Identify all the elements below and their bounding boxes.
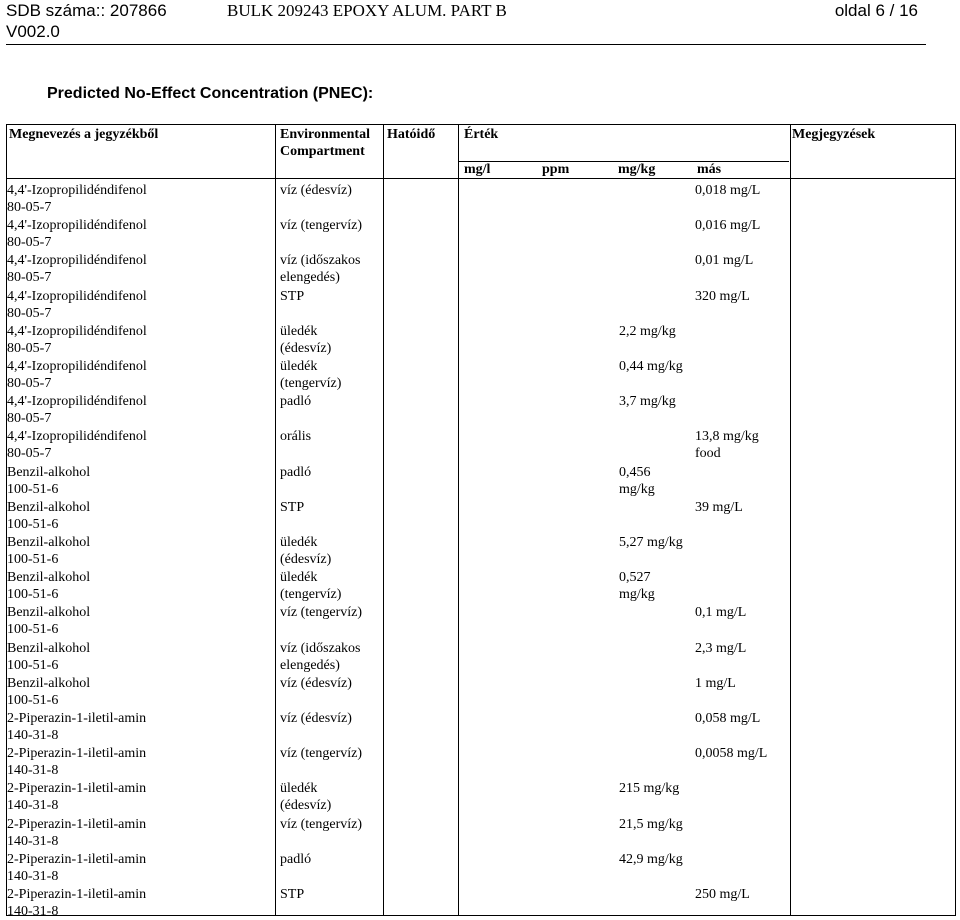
table-row: [7, 813, 955, 848]
substance-name: 2-Piperazin-1-iletil-amin 140-31-8: [7, 711, 147, 743]
compartment-cell: üledék (édesvíz): [280, 781, 332, 814]
table-row: [7, 777, 955, 812]
table-row: [7, 601, 955, 636]
header-compartment: Environmental Compartment: [280, 127, 370, 159]
table-row: [7, 883, 955, 918]
substance-name: 2-Piperazin-1-iletil-amin 140-31-8: [7, 851, 147, 884]
header-remarks: Megjegyzések: [792, 127, 876, 142]
table-row: [7, 707, 955, 742]
table-row: [7, 637, 955, 672]
compartment-cell: orális: [280, 429, 312, 445]
substance-name: 4,4'-Izopropilidéndifenol 80-05-7: [7, 429, 147, 462]
compartment-cell: padló: [280, 394, 312, 410]
table-row: [7, 531, 955, 566]
compartment-cell: STP: [280, 887, 305, 902]
table-row: [7, 390, 955, 425]
value-other-cell: 39 mg/L: [695, 499, 743, 515]
table-row: [7, 461, 955, 496]
sdb-number: SDB száma:: 207866: [6, 1, 167, 20]
table-row: [7, 566, 955, 601]
subheader-ppm: ppm: [542, 162, 570, 177]
table-row: [7, 848, 955, 883]
compartment-cell: STP: [280, 288, 305, 304]
compartment-cell: víz (időszakos elengedés): [280, 253, 361, 286]
table-row: [7, 355, 955, 390]
value-other-cell: 320 mg/L: [695, 288, 750, 304]
value-other-cell: 250 mg/L: [695, 887, 750, 902]
substance-name: Benzil-alkohol 100-51-6: [7, 675, 91, 708]
compartment-cell: üledék (édesvíz): [280, 323, 332, 356]
value-other-cell: 0,018 mg/L: [695, 183, 761, 198]
value-mgkg-cell: 21,5 mg/kg: [619, 816, 683, 832]
compartment-cell: STP: [280, 499, 305, 515]
compartment-cell: padló: [280, 851, 312, 867]
value-mgkg-cell: 2,2 mg/kg: [619, 323, 676, 339]
table-row: [7, 496, 955, 531]
table-row: [7, 285, 955, 320]
substance-name: 2-Piperazin-1-iletil-amin 140-31-8: [7, 746, 147, 779]
substance-name: 2-Piperazin-1-iletil-amin 140-31-8: [7, 887, 147, 919]
table-row: [7, 320, 955, 355]
compartment-cell: víz (tengervíz): [280, 605, 363, 621]
version: V002.0: [6, 22, 60, 41]
value-mgkg-cell: 5,27 mg/kg: [619, 535, 683, 550]
value-other-cell: 0,01 mg/L: [695, 253, 754, 269]
value-mgkg-cell: 0,456 mg/kg: [619, 464, 655, 497]
substance-name: 4,4'-Izopropilidéndifenol 80-05-7: [7, 394, 147, 427]
value-other-cell: 0,058 mg/L: [695, 711, 761, 726]
compartment-cell: víz (édesvíz): [280, 183, 352, 198]
section-title: Predicted No-Effect Concentration (PNEC):: [47, 85, 374, 102]
page-header: [6, 0, 926, 45]
value-mgkg-cell: 0,527 mg/kg: [619, 570, 655, 603]
compartment-cell: üledék (édesvíz): [280, 535, 332, 567]
compartment-cell: víz (édesvíz): [280, 711, 352, 726]
value-other-cell: 1 mg/L: [695, 675, 736, 691]
header-name: Megnevezés a jegyzékből: [9, 127, 159, 142]
substance-name: Benzil-alkohol 100-51-6: [7, 535, 91, 567]
table-row: [7, 214, 955, 249]
compartment-cell: padló: [280, 464, 312, 480]
substance-name: Benzil-alkohol 100-51-6: [7, 464, 91, 497]
compartment-cell: víz (tengervíz): [280, 746, 363, 762]
substance-name: 4,4'-Izopropilidéndifenol 80-05-7: [7, 323, 147, 356]
table-row: [7, 742, 955, 777]
compartment-cell: üledék (tengervíz): [280, 570, 342, 603]
subheader-other: más: [697, 162, 722, 177]
substance-name: 4,4'-Izopropilidéndifenol 80-05-7: [7, 359, 147, 391]
compartment-cell: víz (időszakos elengedés): [280, 640, 361, 673]
substance-name: Benzil-alkohol 100-51-6: [7, 570, 91, 603]
substance-name: 4,4'-Izopropilidéndifenol 80-05-7: [7, 288, 147, 321]
header-duration: Hatóidő: [387, 127, 436, 142]
table-row: [7, 249, 955, 284]
table-row: [7, 425, 955, 460]
substance-name: 2-Piperazin-1-iletil-amin 140-31-8: [7, 816, 147, 849]
page-number: oldal 6 / 16: [834, 1, 918, 20]
value-mgkg-cell: 215 mg/kg: [619, 781, 680, 797]
compartment-cell: víz (édesvíz): [280, 675, 352, 691]
substance-name: 4,4'-Izopropilidéndifenol 80-05-7: [7, 183, 147, 215]
subheader-mgl: mg/l: [464, 162, 491, 177]
substance-name: Benzil-alkohol 100-51-6: [7, 499, 91, 532]
value-other-cell: 2,3 mg/L: [695, 640, 747, 656]
compartment-cell: víz (tengervíz): [280, 816, 363, 832]
value-other-cell: 0,016 mg/L: [695, 218, 761, 234]
value-other-cell: 0,0058 mg/L: [695, 746, 768, 762]
value-mgkg-cell: 0,44 mg/kg: [619, 359, 683, 374]
pnec-table: [6, 124, 956, 919]
table-row: [7, 672, 955, 707]
substance-name: 2-Piperazin-1-iletil-amin 140-31-8: [7, 781, 147, 814]
compartment-cell: üledék (tengervíz): [280, 359, 342, 391]
compartment-cell: víz (tengervíz): [280, 218, 363, 234]
value-other-cell: 0,1 mg/L: [695, 605, 747, 621]
substance-name: 4,4'-Izopropilidéndifenol 80-05-7: [7, 253, 147, 286]
value-other-cell: 13,8 mg/kg food: [695, 429, 759, 462]
substance-name: Benzil-alkohol 100-51-6: [7, 640, 91, 673]
value-mgkg-cell: 42,9 mg/kg: [619, 851, 683, 867]
product-name: BULK 209243 EPOXY ALUM. PART B: [227, 1, 507, 20]
header-value: Érték: [464, 127, 499, 142]
substance-name: Benzil-alkohol 100-51-6: [7, 605, 91, 638]
table-row: [7, 179, 955, 214]
substance-name: 4,4'-Izopropilidéndifenol 80-05-7: [7, 218, 147, 251]
subheader-mgkg: mg/kg: [618, 162, 656, 177]
value-mgkg-cell: 3,7 mg/kg: [619, 394, 676, 410]
